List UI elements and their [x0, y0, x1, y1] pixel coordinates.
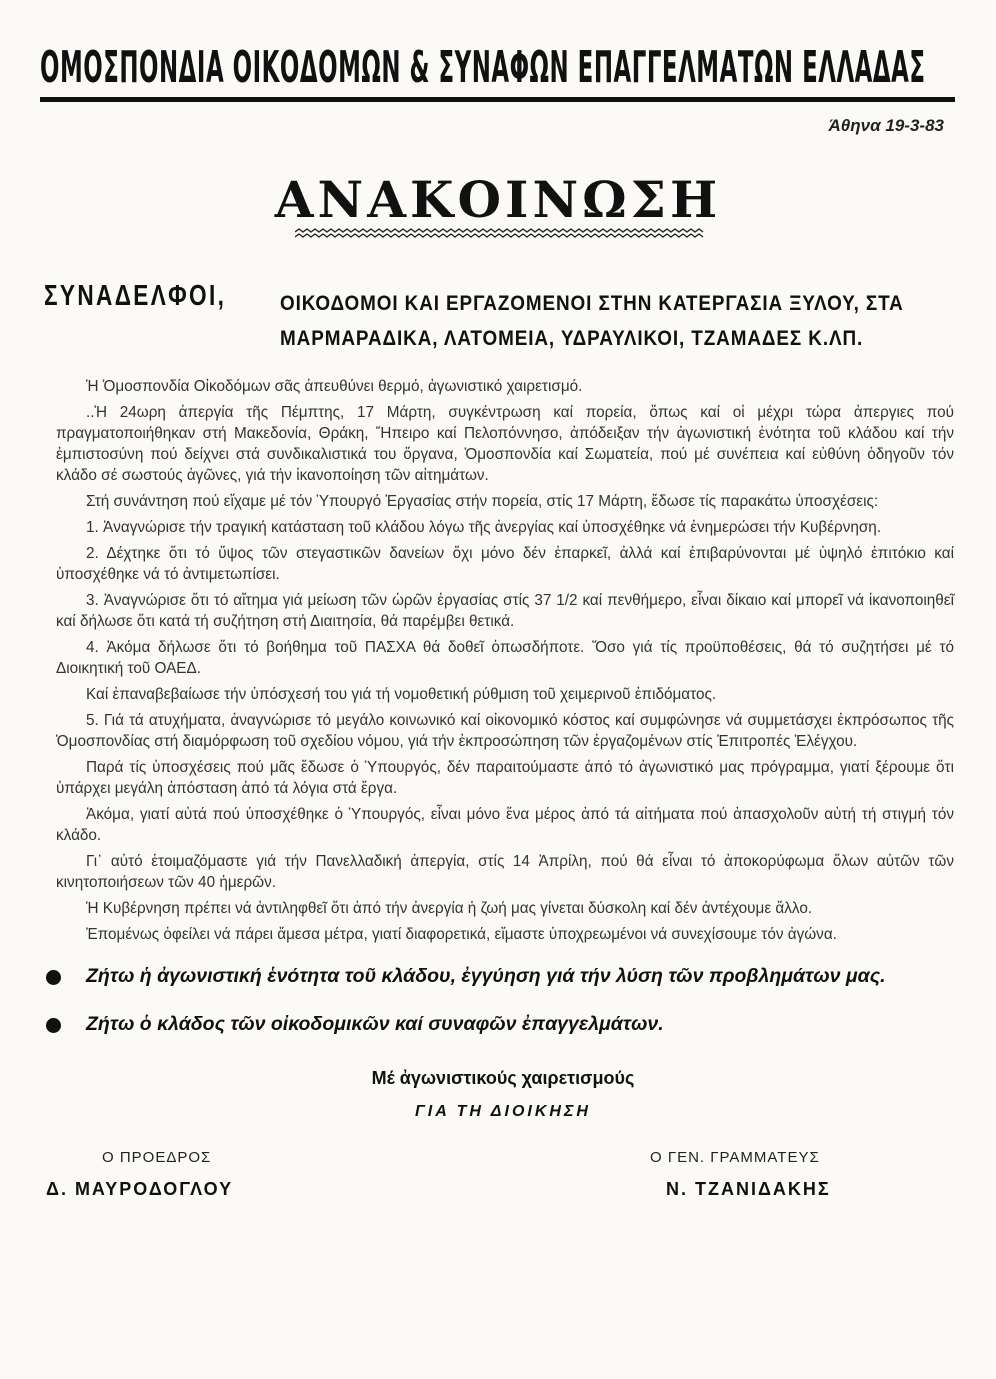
paragraph: Στή συνάντηση πού εἴχαμε μέ τόν Ὑπουργό Ἐργασίας στήν πορεία, στίς 17 Μάρτη, ἔδωσε τίς παρακάτω ὑποσχέσεις: — [86, 493, 879, 510]
board-line: ΓΙΑ ΤΗ ΔΙΟΙΚΗΣΗ — [415, 1103, 591, 1120]
slogan — [46, 1007, 960, 1041]
signature-secretary — [620, 1147, 960, 1203]
signatory-name: Ν. ΤΖΑΝΙΔΑΚΗΣ — [666, 1179, 831, 1199]
paragraph: Καί ἐπαναβεβαίωσε τήν ὑπόσχεσή του γιά τή νομοθετική ρύθμιση τοῦ χειμερινοῦ ἐπιδόματος. — [86, 686, 717, 703]
signatory-role: Ο ΓΕΝ. ΓΡΑΜΜΑΤΕΥΣ — [650, 1149, 820, 1166]
signatory-role: Ο ΠΡΟΕΔΡΟΣ — [102, 1149, 212, 1166]
signature-president — [46, 1147, 386, 1203]
salutation: ΣΥΝΑΔΕΛΦΟΙ, — [44, 280, 227, 312]
header-rule — [40, 97, 955, 102]
date: Άθηνα 19-3-83 — [828, 116, 944, 135]
paragraph: ..Ἡ 24ωρη ἀπεργία τῆς Πέμπτης, 17 Μάρτη, συγκέντρωση καί πορεία, ὅπως καί οἱ μέχρι τώρα ἀπεργιες πού πραγματοποιήθηκαν στή Μακεδονία, Θράκη, Ἤπειρο καί Πελοπόννησο, ἀπόδειξαν τήν ἀγωνιστική ἑνότητα τοῦ κλάδου καί τήν ἐμπιστοσύνη πού δείχνει στά συνδικαλιστικά του ὄργανα, Ὁμοσπονδία καί Σωματεία, πού μέ συνέπεια καί εὐθύνη ὁδηγοῦν τόν κλάδο σέ σωστούς ἀγῶνες, γιά τήν ἱκανοποίηση τῶν αἰτημάτων. — [56, 404, 954, 484]
paragraph: Ἡ Ὁμοσπονδία Οἰκοδόμων σᾶς ἀπευθύνει θερμό, ἀγωνιστικό χαιρετισμό. — [86, 378, 583, 395]
paragraph: Ἡ Κυβέρνηση πρέπει νά ἀντιληφθεῖ ὅτι ἀπό τήν ἀνεργία ἡ ζωή μας γίνεται δύσκολη καί δέν ἀντέχουμε ἄλλο. — [86, 900, 813, 917]
paragraph: 3. Ἀναγνώρισε ὅτι τό αἴτημα γιά μείωση τῶν ὡρῶν ἐργασίας στίς 37 1/2 καί πενθήμερο, εἶναι δίκαιο καί μπορεῖ νά ἱκανοποιηθεῖ καί δήλωσε ὅτι κατά τή συζήτηση στή Διαιτησία, θά παρέμβει θετικά. — [56, 592, 954, 630]
slogan-text: Ζήτω ἡ ἀγωνιστική ἑνότητα τοῦ κλάδου, ἐγγύηση γιά τήν λύση τῶν προβλημάτων μας. — [86, 965, 886, 987]
paragraph: Ἐπομένως ὀφείλει νά πάρει ἄμεσα μέτρα, γιατί διαφορετικά, εἴμαστε ὑποχρεωμένοι νά συνεχίσουμε τόν ἀγώνα. — [86, 926, 837, 943]
paragraph: Γι᾽ αὐτό ἑτοιμαζόμαστε γιά τήν Πανελλαδική ἀπεργία, στίς 14 Ἀπρίλη, πού θά εἶναι τό ἀποκορύφωμα ὅλων αὐτῶν τῶν κινητοποιήσεων τῶν 40 ἡμερῶν. — [56, 853, 954, 891]
paragraph: Ἀκόμα, γιατί αὐτά πού ὑποσχέθηκε ὁ Ὑπουργός, εἶναι μόνο ἕνα μέρος ἀπό τά αἰτήματα πού ἀπασχολοῦν αὐτή τή στιγμή τόν κλάδο. — [56, 806, 954, 844]
paragraph: 4. Ἀκόμα δήλωσε ὅτι τό βοήθημα τοῦ ΠΑΣΧΑ θά δοθεῖ ὁπωσδήποτε. Ὅσο γιά τίς προϋποθέσεις, θά τό συζητήσει μέ τό Διοικητική τοῦ ΟΑΕΔ. — [56, 639, 954, 677]
body-text — [46, 376, 954, 945]
addressees-line: ΟΙΚΟΔΟΜΟΙ ΚΑΙ ΕΡΓΑΖΟΜΕΝΟΙ ΣΤΗΝ ΚΑΤΕΡΓΑΣΙΑ ΞΥΛΟΥ, ΣΤΑ — [280, 292, 904, 315]
title-zigzag-underline — [295, 228, 705, 238]
closing: Μέ ἀγωνιστικούς χαιρετισμούς — [371, 1068, 635, 1088]
signatures — [46, 1147, 960, 1203]
paragraph: 2. Δέχτηκε ὅτι τό ὕψος τῶν στεγαστικῶν δανείων ὄχι μόνο δέν ἐπαρκεῖ, ἀλλά καί ἐπιβαρύνονται μέ ὑψηλό ἐπιτόκιο καί ὑποσχέθηκε νά τό ἀντιμετωπίσει. — [56, 545, 954, 583]
slogan — [46, 959, 960, 993]
document-title: ΑΝΑΚΟΙΝΩΣΗ — [274, 170, 722, 229]
organization-name: ΟΜΟΣΠΟΝΔΙΑ ΟΙΚΟΔΟΜΩΝ & ΣΥΝΑΦΩΝ ΕΠΑΓΓΕΛΜΑΤΩΝ ΕΛΛΑΔΑΣ — [40, 42, 926, 93]
paragraph: 1. Ἀναγνώρισε τήν τραγική κατάσταση τοῦ κλάδου λόγω τῆς ἀνεργίας καί ὑποσχέθηκε νά ἐνημερώσει τήν Κυβέρνηση. — [86, 519, 882, 536]
main-content — [46, 376, 960, 1203]
addressees — [280, 286, 960, 356]
paragraph: Παρά τίς ὑποσχέσεις πού μᾶς ἔδωσε ὁ Ὑπουργός, δέν παραιτούμαστε ἀπό τό ἀγωνιστικό μας πρόγραμμα, γιατί ξέρουμε ὅτι ὑπάρχει μεγάλη ἀπόσταση ἀπό τά λόγια στά ἔργα. — [56, 759, 954, 797]
bullet-icon — [46, 970, 61, 985]
paragraph: 5. Γιά τά ατυχήματα, ἀναγνώρισε τό μεγάλο κοινωνικό καί οἰκονομικό κόστος καί συμφώνησε νά συμμετάσχει ἐκπρόσωπος τῆς Ὁμοσπονδίας στή διαμόρφωση τοῦ σχεδίου νόμου, γιά τήν ἐκπροσώπηση τῶν ἐργαζομένων στίς Ἐπιτροπές Ἐλέγχου. — [56, 712, 954, 750]
bullet-icon — [46, 1018, 61, 1033]
addressees-line: ΜΑΡΜΑΡΑΔΙΚΑ, ΛΑΤΟΜΕΙΑ, ΥΔΡΑΥΛΙΚΟΙ, ΤΖΑΜΑΔΕΣ Κ.ΛΠ. — [280, 327, 864, 350]
signatory-name: Δ. ΜΑΥΡΟΔΟΓΛΟΥ — [46, 1179, 234, 1199]
organization-header — [40, 42, 970, 102]
slogan-text: Ζήτω ὁ κλάδος τῶν οἰκοδομικῶν καί συναφῶν ἐπαγγελμάτων. — [86, 1013, 664, 1035]
